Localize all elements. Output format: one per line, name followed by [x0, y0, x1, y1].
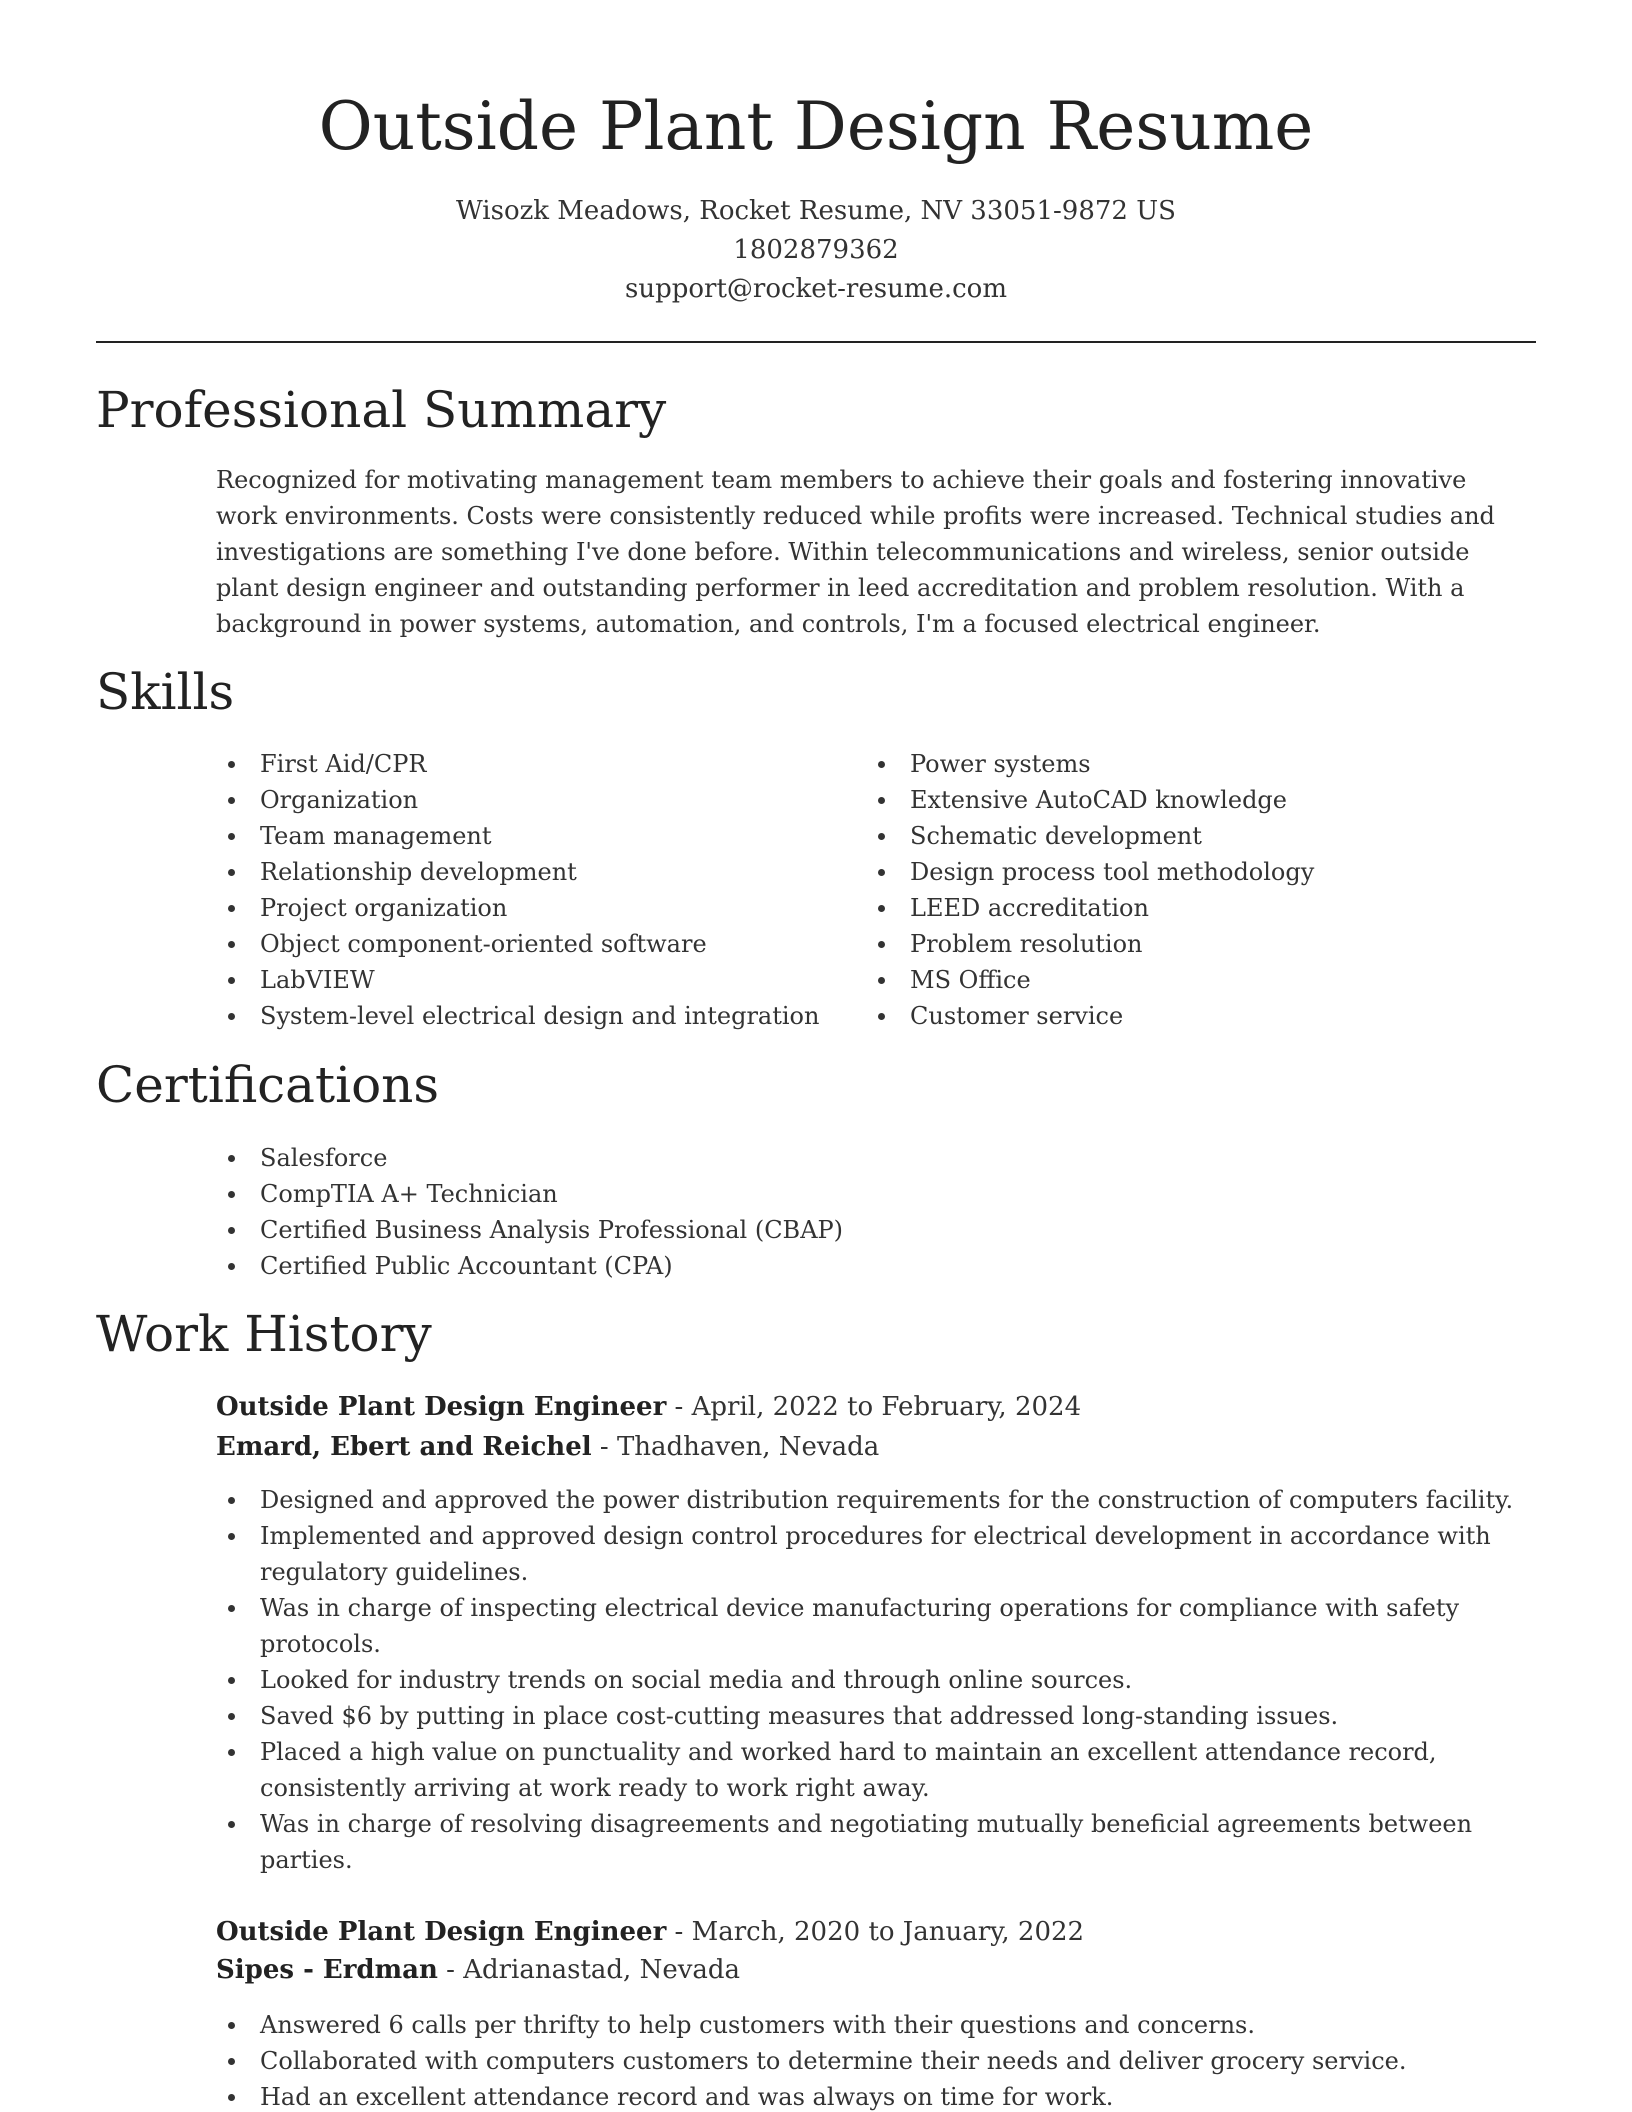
skill-item: Object component-oriented software	[216, 926, 856, 962]
skill-item: Team management	[216, 818, 856, 854]
job-company-line	[216, 1428, 879, 1466]
certification-item: Certified Business Analysis Professional (CBAP)	[216, 1212, 1216, 1248]
job-bullets	[216, 1482, 1526, 1878]
skill-item: Extensive AutoCAD knowledge	[866, 782, 1526, 818]
work-history-heading: Work History	[96, 1305, 432, 1363]
skill-item: Schematic development	[866, 818, 1526, 854]
skill-item: Project organization	[216, 890, 856, 926]
skill-item: LEED accreditation	[866, 890, 1526, 926]
skill-item: First Aid/CPR	[216, 746, 856, 782]
separator: -	[591, 1432, 617, 1462]
certifications-heading: Certifications	[96, 1056, 440, 1114]
skill-item: Relationship development	[216, 854, 856, 890]
job-title-line	[216, 1388, 1081, 1426]
job-location: Adrianastad, Nevada	[463, 1955, 741, 1985]
job-company: Emard, Ebert and Reichel	[216, 1432, 592, 1462]
separator: -	[666, 1392, 692, 1422]
separator: -	[437, 1955, 464, 1985]
separator: -	[666, 1917, 692, 1947]
job-bullet: Saved $6 by putting in place cost-cutting measures that addressed long-standing issues.	[216, 1698, 1526, 1734]
job-bullet: Designed and approved the power distribution requirements for the construction of computers facility.	[216, 1482, 1526, 1518]
skill-item: Customer service	[866, 998, 1526, 1034]
summary-text: Recognized for motivating management team members to achieve their goals and fostering innovative work environments. Costs were consistently reduced while profits were increased. Technical studies and investigations are something I've done before. Within telecommunications and wireless, senior outside plant design engineer and outstanding performer in leed accreditation and problem resolution. With a background in power systems, automation, and controls, I'm a focused electrical engineer.	[216, 466, 1495, 638]
skill-item: Organization	[216, 782, 856, 818]
summary-heading: Professional Summary	[96, 381, 667, 439]
resume-title: Outside Plant Design Resume	[318, 88, 1314, 165]
skills-list-left	[216, 746, 856, 1034]
job-title: Outside Plant Design Engineer	[216, 1392, 667, 1422]
header-divider	[96, 341, 1536, 343]
certification-item: Salesforce	[216, 1140, 1216, 1176]
job-bullet: Had an excellent attendance record and was always on time for work.	[216, 2079, 1526, 2112]
skill-item: MS Office	[866, 962, 1526, 998]
job-dates: March, 2020 to January, 2022	[691, 1917, 1085, 1947]
job-bullet: Placed a high value on punctuality and worked hard to maintain an excellent attendance record, consistently arriving at work ready to work right away.	[216, 1734, 1526, 1806]
job-bullet: Was in charge of inspecting electrical device manufacturing operations for compliance with safety protocols.	[216, 1590, 1526, 1662]
job-bullets	[216, 2007, 1526, 2112]
certifications-list	[216, 1140, 1216, 1284]
skill-item: System-level electrical design and integration	[216, 998, 856, 1034]
skill-item: LabVIEW	[216, 962, 856, 998]
skill-item: Design process tool methodology	[866, 854, 1526, 890]
job-dates: April, 2022 to February, 2024	[691, 1392, 1082, 1422]
job-location: Thadhaven, Nevada	[616, 1432, 880, 1462]
skill-item: Power systems	[866, 746, 1526, 782]
job-bullet: Answered 6 calls per thrifty to help customers with their questions and concerns.	[216, 2007, 1526, 2043]
job-bullet: Looked for industry trends on social media and through online sources.	[216, 1662, 1526, 1698]
job-company-line	[216, 1951, 740, 1989]
certification-item: Certified Public Accountant (CPA)	[216, 1248, 1216, 1284]
contact-email[interactable]: support@rocket-resume.com	[624, 274, 1007, 304]
job-title: Outside Plant Design Engineer	[216, 1917, 667, 1947]
job-company: Sipes - Erdman	[216, 1955, 438, 1985]
job-bullet: Collaborated with computers customers to determine their needs and deliver grocery service.	[216, 2043, 1526, 2079]
job-title-line	[216, 1913, 1084, 1951]
contact-phone: 1802879362	[733, 235, 899, 265]
certification-item: CompTIA A+ Technician	[216, 1176, 1216, 1212]
job-bullet: Implemented and approved design control procedures for electrical development in accordance with regulatory guidelines.	[216, 1518, 1526, 1590]
job-bullet: Was in charge of resolving disagreements and negotiating mutually beneficial agreements between parties.	[216, 1806, 1526, 1878]
skill-item: Problem resolution	[866, 926, 1526, 962]
skills-heading: Skills	[96, 663, 235, 721]
contact-address: Wisozk Meadows, Rocket Resume, NV 33051-9872 US	[456, 196, 1176, 226]
contact-block	[0, 192, 1632, 309]
skills-list-right	[866, 746, 1526, 1034]
